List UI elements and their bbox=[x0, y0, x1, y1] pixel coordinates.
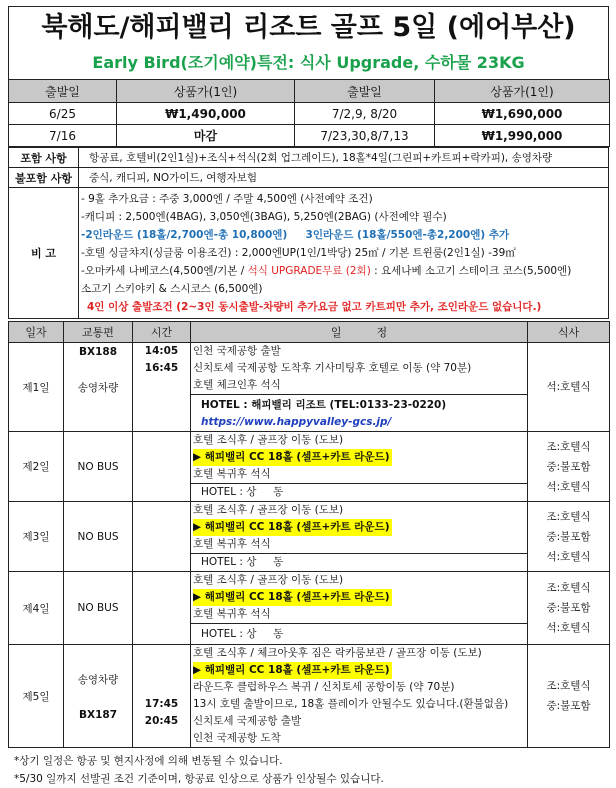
day-row bbox=[9, 432, 610, 502]
col-header: 상품가(1인) bbox=[435, 80, 610, 103]
footnote: *5/30 일까지 선발권 조건 기준이며, 항공료 인상으로 상품가 인상될수 있습니다. bbox=[14, 773, 384, 785]
note-line: - 9홀 추가요금 : 주중 3,000엔 / 주말 4,500엔 (사전예약 조건) bbox=[81, 193, 373, 205]
table-row bbox=[9, 103, 610, 125]
notes-label: 비 고 bbox=[9, 188, 79, 319]
day-row bbox=[9, 572, 610, 645]
included-label: 포함 사항 bbox=[9, 148, 79, 168]
page-subtitle: Early Bird(조기예약)특전: 식사 Upgrade, 수하물 23KG bbox=[92, 53, 525, 72]
excluded-label: 불포함 사항 bbox=[9, 168, 79, 188]
footnote: *상기 일정은 항공 및 현지사정에 의해 변동될 수 있습니다. bbox=[14, 755, 283, 767]
note-line: -호텔 싱글챠지(싱글룸 이용조건) : 2,000엔UP(1인/1박당) 25㎡ / 기본 트윈룸(2인1실) -39㎡ bbox=[81, 247, 516, 259]
table-row bbox=[9, 125, 610, 147]
times: 14:05 16:45 bbox=[133, 343, 191, 432]
col-header: 출발일 bbox=[9, 80, 117, 103]
times bbox=[133, 502, 191, 572]
itinerary: 호텔 조식후 / 체크아웃후 짐은 락카룸보관 / 골프장 이동 (도보) ▶ 해피밸리 CC 18홀 (셀프+카트 라운드) 라운드후 클럽하우스 복귀 / 신치토세 공항이동 (약 70분) 13시 호텔 출발이므로, 18홀 플레이가 안될수도 있습니다.(환불없음) 신치토세 국제공항 출발 인천 국제공항 도착 bbox=[191, 645, 528, 748]
transport: NO BUS bbox=[64, 572, 133, 645]
itinerary: 인천 국제공항 출발 신치토세 국제공항 도착후 기사미팅후 호텔로 이동 (약 70분) 호텔 체크인후 석식 HOTEL : 해피밸리 리조트 (TEL:0133-23-0220) https://www.happyvalley-gcs.jp/ bbox=[191, 343, 528, 432]
meals: 조:호텔식 중:불포함 석:호텔식 bbox=[528, 502, 610, 572]
hotel-link[interactable]: https://www.happyvalley-gcs.jp/ bbox=[201, 416, 392, 428]
note-line: -캐디피 : 2,500엔(4BAG), 3,050엔(3BAG), 5,250엔(2BAG) (사전예약 필수) bbox=[81, 211, 447, 223]
hotel-info: HOTEL : 해피밸리 리조트 (TEL:0133-23-0220) bbox=[201, 399, 447, 411]
note-line: 4인 이상 출발조건 (2~3인 동시출발-차량비 추가요금 없고 카트피만 추가, 조인라운드 없습니다.) bbox=[87, 301, 542, 313]
note-line: -2인라운드 (18홀/2,700엔-총 10,800엔) 3인라운드 (18홀/550엔-총2,200엔) 추가 bbox=[81, 229, 510, 241]
times bbox=[133, 572, 191, 645]
price: ₩1,690,000 bbox=[435, 103, 610, 125]
day-label: 제4일 bbox=[9, 572, 64, 645]
info-table bbox=[8, 147, 609, 319]
transport: NO BUS bbox=[64, 502, 133, 572]
col-header: 교통편 bbox=[64, 322, 133, 343]
meals: 석:호텔식 bbox=[528, 343, 610, 432]
meals: 조:호텔식 중:불포함 bbox=[528, 645, 610, 748]
included-text: 항공료, 호텔비(2인1실)+조식+석식(2회 업그레이드), 18홀*4일(그린피+카트피+락카피), 송영차량 bbox=[79, 148, 609, 168]
itinerary: 호텔 조식후 / 골프장 이동 (도보) ▶ 해피밸리 CC 18홀 (셀프+카트 라운드) 호텔 복귀후 석식 HOTEL : 상 동 bbox=[191, 502, 528, 572]
golf-round: ▶ 해피밸리 CC 18홀 (셀프+카트 라운드) bbox=[193, 519, 392, 536]
itinerary: 호텔 조식후 / 골프장 이동 (도보) ▶ 해피밸리 CC 18홀 (셀프+카트 라운드) 호텔 복귀후 석식 HOTEL : 상 동 bbox=[191, 432, 528, 502]
price: ₩1,990,000 bbox=[435, 125, 610, 147]
col-header: 상품가(1인) bbox=[117, 80, 295, 103]
schedule-table bbox=[8, 321, 610, 748]
itinerary: 호텔 조식후 / 골프장 이동 (도보) ▶ 해피밸리 CC 18홀 (셀프+카트 라운드) 호텔 복귀후 석식 HOTEL : 상 동 bbox=[191, 572, 528, 645]
day-row bbox=[9, 645, 610, 748]
day-label: 제3일 bbox=[9, 502, 64, 572]
excluded-text: 중식, 캐디피, NO가이드, 여행자보험 bbox=[79, 168, 609, 188]
note-line: -오마카세 나베코스(4,500엔/기본 / 석식 UPGRADE무료 (2회) : 요세나베 소고기 스테이크 코스(5,500엔) bbox=[81, 265, 572, 277]
col-header: 일자 bbox=[9, 322, 64, 343]
transport: NO BUS bbox=[64, 432, 133, 502]
page-title: 북해도/해피밸리 리조트 골프 5일 (에어부산) bbox=[41, 12, 576, 43]
departure-date: 7/2,9, 8/20 bbox=[295, 103, 435, 125]
header bbox=[8, 6, 609, 79]
meals: 조:호텔식 중:불포함 석:호텔식 bbox=[528, 572, 610, 645]
golf-round: ▶ 해피밸리 CC 18홀 (셀프+카트 라운드) bbox=[193, 449, 392, 466]
times: 17:45 20:45 bbox=[133, 645, 191, 748]
day-label: 제5일 bbox=[9, 645, 64, 748]
transport: 송영차량 BX187 bbox=[64, 645, 133, 748]
col-header: 시간 bbox=[133, 322, 191, 343]
price-table bbox=[8, 79, 610, 147]
transport: BX188 송영차량 bbox=[64, 343, 133, 432]
departure-date: 7/23,30,8/7,13 bbox=[295, 125, 435, 147]
day-row bbox=[9, 343, 610, 432]
departure-date: 6/25 bbox=[9, 103, 117, 125]
hotel-info: HOTEL : 상 동 bbox=[191, 553, 527, 571]
golf-round: ▶ 해피밸리 CC 18홀 (셀프+카트 라운드) bbox=[193, 589, 392, 606]
col-header: 식사 bbox=[528, 322, 610, 343]
hotel-info: HOTEL : 상 동 bbox=[191, 483, 527, 501]
note-line: 소고기 스키야키 & 스시코스 (6,500엔) bbox=[81, 283, 263, 295]
hotel-info: HOTEL : 상 동 bbox=[191, 623, 527, 644]
price: 마감 bbox=[117, 125, 295, 147]
times bbox=[133, 432, 191, 502]
day-label: 제2일 bbox=[9, 432, 64, 502]
golf-round: ▶ 해피밸리 CC 18홀 (셀프+카트 라운드) bbox=[193, 662, 392, 679]
day-label: 제1일 bbox=[9, 343, 64, 432]
col-header: 출발일 bbox=[295, 80, 435, 103]
departure-date: 7/16 bbox=[9, 125, 117, 147]
meals: 조:호텔식 중:불포함 석:호텔식 bbox=[528, 432, 610, 502]
notes bbox=[79, 188, 609, 319]
col-header: 일 정 bbox=[191, 322, 528, 343]
day-row bbox=[9, 502, 610, 572]
price: ₩1,490,000 bbox=[117, 103, 295, 125]
